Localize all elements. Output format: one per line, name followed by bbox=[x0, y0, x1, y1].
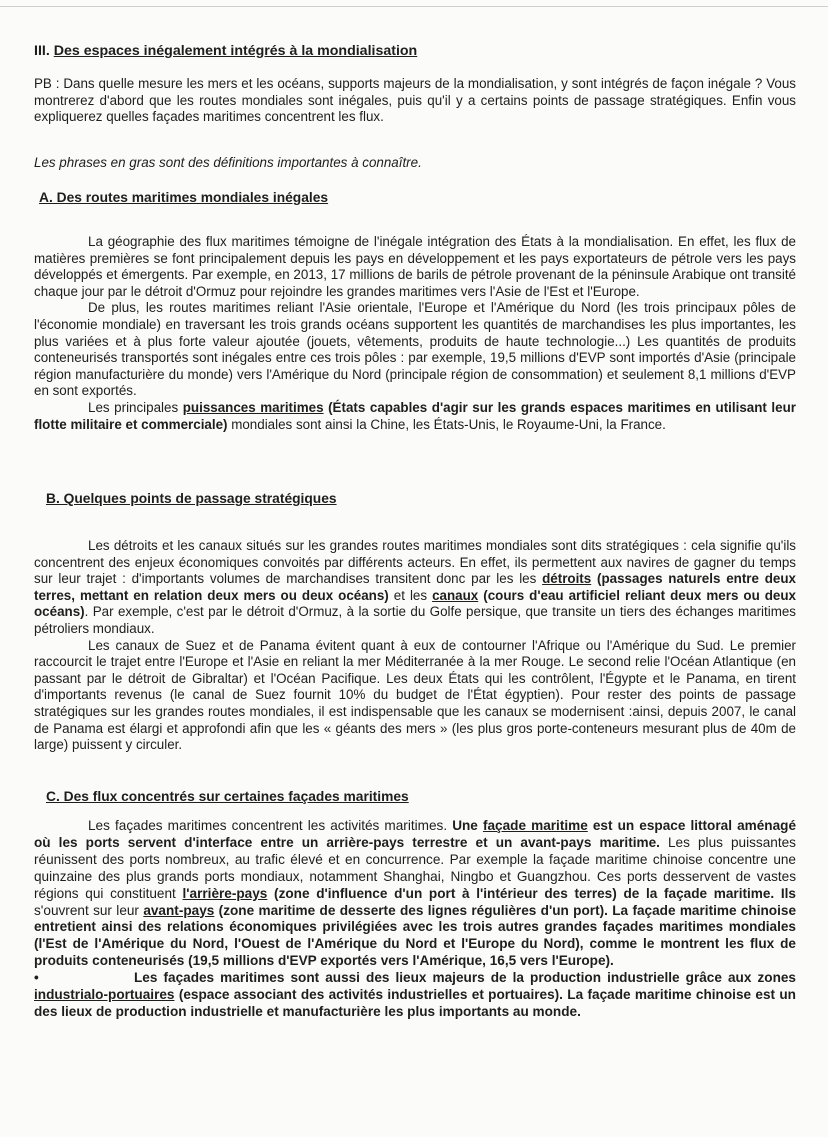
c-p2-b: La façade maritime chinoise est un des lieux de production industrielle et manufacturière les plus importants au monde. bbox=[34, 987, 796, 1019]
term-arriere-pays: l'arrière-pays bbox=[182, 885, 268, 901]
section-c-title: C. Des flux concentrés sur certaines façades maritimes bbox=[46, 789, 409, 804]
def-arriere-pays: (zone d'influence d'un port à l'intérieur des terres) de la façade maritime. Ils bbox=[267, 885, 796, 901]
def1-a: Une bbox=[452, 818, 483, 833]
def1-b: est un espace littoral aménagé où les ports servent d'interface entre un arrière-pays terrestre et un avant-pays maritime. bbox=[34, 818, 797, 850]
c-p1-start: Les façades maritimes concentrent les activités maritimes. bbox=[88, 818, 453, 833]
section-c-paragraph-2 bbox=[34, 970, 796, 1021]
term-avant-pays: avant-pays bbox=[143, 902, 215, 918]
b-p1-et: et les bbox=[388, 587, 433, 603]
def-avant-pays: (zone maritime de desserte des lignes régulières d'un port). La façade maritime chinoise entretient ainsi des relations économiques privilégiées avec les trois autres grandes façades maritimes mondiales (l'Est de l'Amérique du Nord, l'Ouest de l'Amérique du Nord et l'Europe du Nord), comme le montrent les flux de produits conteneurisés (19,5 millions d'EVP exportés vers l'Amérique, 16,5 vers l'Europe). bbox=[34, 902, 796, 969]
bullet-marker: • bbox=[34, 970, 39, 986]
section-a-paragraph-1: La géographie des flux maritimes témoigne de l'inégale intégration des États à la mondialisation. En effet, les flux de matières premières se font principalement depuis les pays en développement et les pays exportateurs de pétrole vers les pays développés et émergents. Par exemple, en 2013, 17 millions de barils de pétrole provenant de la péninsule Arabique ont transité chaque jour par le détroit d'Ormuz pour rejoindre les grandes maritimes vers l'Asie de l'Est et l'Europe. bbox=[34, 234, 796, 299]
bold-note: Les phrases en gras sont des définitions importantes à connaître. bbox=[34, 155, 422, 170]
section-b-title: B. Quelques points de passage stratégiques bbox=[46, 491, 337, 506]
term-industrialo-portuaires: industrialo-portuaires bbox=[34, 987, 175, 1003]
p3-end: mondiales sont ainsi la Chine, les États-Unis, le Royaume-Uni, la France. bbox=[227, 416, 666, 432]
section-a-paragraph-3 bbox=[34, 400, 796, 433]
section-a-title: A. Des routes maritimes mondiales inégales bbox=[39, 190, 329, 205]
term-facade-maritime: façade maritime bbox=[482, 818, 588, 833]
c-p2-a: Les façades maritimes sont aussi des lieux majeurs de la production industrielle grâce aux zones bbox=[134, 970, 796, 986]
section-c-body bbox=[34, 818, 796, 1021]
part-numeral: III. bbox=[34, 43, 50, 59]
c-p1-mid: Les plus puissantes réunissent des ports nombreux, au trafic élevé et en concurrence. Par exemple la façade maritime chinoise concentre une quinzaine des plus grands ports mondiaux, notamment Shanghai, Ningbo et Guangzhou. Ces ports desservent de vastes régions qui constituent bbox=[34, 834, 796, 901]
section-b-body bbox=[34, 538, 796, 754]
term-detroits: détroits bbox=[542, 571, 592, 587]
section-a-paragraph-2: De plus, les routes maritimes reliant l'Asie orientale, l'Europe et l'Amérique du Nord (les trois principaux pôles de l'économie mondiale) en traversant les trois grands océans supportent les quantités de marchandises les plus importantes, les plus variées et à plus forte valeur ajoutée (jouets, vêtements, produits de haute technologie...) Les quantités de produits conteneurisés transportés sont inégales entre ces trois pôles : par exemple, 19,5 millions d'EVP sont importés d'Asie (principale région manufacturière du monde) vers l'Amérique du Nord (principale région de consommation) et seulement 8,1 millions d'EVP en sont exportés. bbox=[34, 300, 796, 399]
def-detroits: (passages naturels entre deux terres, mettant en relation deux mers ou deux océans) bbox=[34, 571, 796, 603]
b-p1-end: . Par exemple, c'est par le détroit d'Ormuz, à la sortie du Golfe persique, que transite un tiers des échanges maritimes pétroliers mondiaux. bbox=[34, 604, 796, 636]
def-industrialo-portuaires: (espace associant des activités industrielles et portuaires). bbox=[174, 987, 563, 1003]
part-title-text: Des espaces inégalement intégrés à la mondialisation bbox=[53, 43, 418, 59]
c-p1-mid2: s'ouvrent sur leur bbox=[34, 902, 144, 918]
page-top-edge bbox=[0, 6, 828, 7]
problematique: PB : Dans quelle mesure les mers et les océans, supports majeurs de la mondialisation, y sont intégrés de façon inégale ? Vous montrerez d'abord que les routes mondiales sont inégales, puis qu'il y a certains points de passage stratégiques. Enfin vous expliquerez quelles façades maritimes concentrent les flux. bbox=[34, 76, 796, 125]
def-canaux: (cours d'eau artificiel reliant deux mers ou deux océans) bbox=[34, 587, 797, 620]
section-b-paragraph-1 bbox=[34, 538, 796, 638]
part-title bbox=[34, 43, 417, 59]
section-b-paragraph-2: Les canaux de Suez et de Panama évitent quant à eux de contourner l'Afrique ou l'Amérique du Sud. Le premier raccourcit le trajet entre l'Europe et l'Asie en reliant la mer Méditerranée à la mer Rouge. Le second relie l'Océan Atlantique (en passant par le détroit de Gibraltar) et l'Océan Pacifique. Les deux États qui les contrôlent, l'Égypte et le Panama, en tirent d'importants revenus (le canal de Suez fournit 10% du budget de l'État égyptien). Pour rester des points de passage stratégiques sur les grandes routes mondiales, il est indispensable que les canaux se modernisent :ainsi, depuis 2007, le canal de Panama est élargi et approfondi afin que les « géants des mers » (les plus gros porte-conteneurs mesurant plus de 40m de large) puissent y circuler. bbox=[34, 637, 796, 753]
b-p1-start: Les détroits et les canaux situés sur les grandes routes maritimes mondiales sont dits stratégiques : cela signifie qu'ils concentrent des enjeux économiques convoités par différents acteurs. En effet, ils permettent aux navires de gagner du temps sur leur trajet : d'importants volumes de marchandises transitent donc par les les bbox=[34, 538, 796, 587]
p3-start: Les principales bbox=[88, 399, 183, 415]
term-puissances-maritimes: puissances maritimes bbox=[182, 399, 324, 415]
section-c-paragraph-1 bbox=[34, 818, 796, 970]
section-a-body bbox=[34, 234, 796, 433]
def-puissances-maritimes: (États capables d'agir sur les grands espaces maritimes en utilisant leur flotte militaire et commerciale) bbox=[34, 399, 796, 432]
term-canaux: canaux bbox=[432, 587, 479, 603]
